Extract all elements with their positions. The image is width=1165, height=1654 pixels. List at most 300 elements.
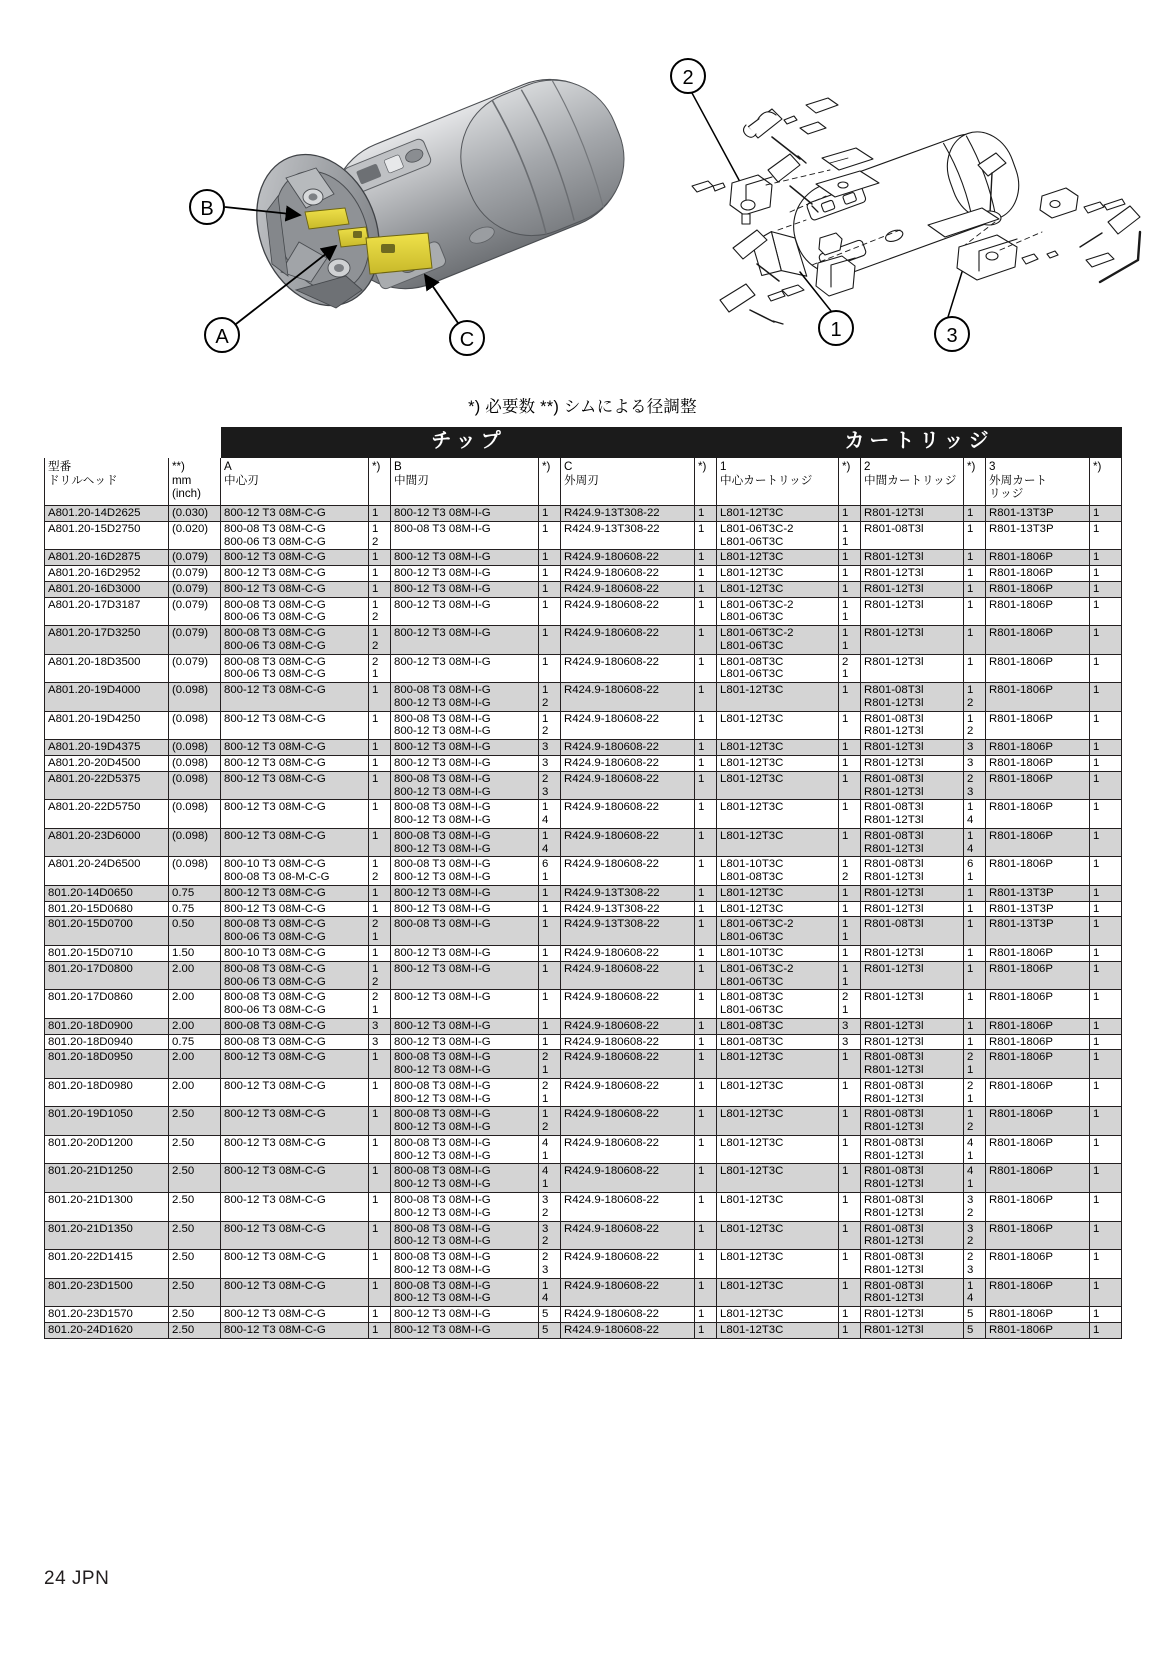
- parts-table-container: [44, 427, 1121, 1339]
- cell-cart3-qty: 1: [1090, 756, 1122, 772]
- table-row: [45, 1221, 1122, 1250]
- col-header-a: A 中心刃: [221, 458, 369, 506]
- cell-b: 800-08 T3 08M-I-G 800-12 T3 08M-I-G: [391, 771, 539, 800]
- cell-model: A801.20-23D6000: [45, 828, 169, 857]
- cell-a-qty: 2 1: [369, 917, 391, 946]
- cell-a: 800-12 T3 08M-C-G: [221, 1307, 369, 1323]
- cell-cart2: R801-12T3l: [861, 626, 964, 655]
- cell-cart2: R801-08T3l: [861, 917, 964, 946]
- cell-model: 801.20-14D0650: [45, 885, 169, 901]
- cell-b: 800-12 T3 08M-I-G: [391, 1018, 539, 1034]
- cell-cart2-qty: 1: [964, 917, 986, 946]
- cell-cart3: R801-1806P: [986, 1307, 1090, 1323]
- cell-cart2-qty: 1: [964, 566, 986, 582]
- cell-cart3-qty: 1: [1090, 654, 1122, 683]
- cell-a: 800-12 T3 08M-C-G: [221, 683, 369, 712]
- cell-b-qty: 6 1: [539, 857, 561, 886]
- cell-cart3-qty: 1: [1090, 1250, 1122, 1279]
- cell-b-qty: 1: [539, 597, 561, 626]
- cell-cart2: R801-12T3l: [861, 1034, 964, 1050]
- cell-model: A801.20-19D4250: [45, 711, 169, 740]
- table-row: [45, 550, 1122, 566]
- cell-model: A801.20-15D2750: [45, 521, 169, 550]
- cell-b-qty: 2 1: [539, 1078, 561, 1107]
- cell-cart3: R801-1806P: [986, 597, 1090, 626]
- cell-shim: 2.50: [169, 1322, 221, 1338]
- cell-cart2: R801-12T3l: [861, 885, 964, 901]
- cell-c-qty: 1: [695, 1107, 717, 1136]
- cell-a: 800-12 T3 08M-C-G: [221, 1107, 369, 1136]
- cell-b-qty: 3 2: [539, 1221, 561, 1250]
- table-footnote: *) 必要数 **) シムによる径調整: [468, 398, 697, 416]
- cell-model: 801.20-23D1570: [45, 1307, 169, 1323]
- cell-cart1-qty: 1: [839, 1135, 861, 1164]
- cell-b-qty: 2 1: [539, 1050, 561, 1079]
- cell-b-qty: 1: [539, 626, 561, 655]
- cell-cart3: R801-13T3P: [986, 917, 1090, 946]
- cell-a: 800-12 T3 08M-C-G: [221, 1050, 369, 1079]
- cell-b: 800-12 T3 08M-I-G: [391, 506, 539, 522]
- cell-cart1-qty: 1: [839, 581, 861, 597]
- cell-cart3-qty: 1: [1090, 961, 1122, 990]
- cell-cart1: L801-08T3C L801-06T3C: [717, 654, 839, 683]
- cell-b-qty: 1: [539, 1018, 561, 1034]
- cell-b-qty: 3: [539, 756, 561, 772]
- cell-c-qty: 1: [695, 756, 717, 772]
- cell-a-qty: 1: [369, 1307, 391, 1323]
- cell-cart2: R801-08T3l R801-12T3l: [861, 1164, 964, 1193]
- col-header-c: C 外周刃: [561, 458, 695, 506]
- cell-c-qty: 1: [695, 800, 717, 829]
- cell-cart3-qty: 1: [1090, 945, 1122, 961]
- cell-c-qty: 1: [695, 740, 717, 756]
- table-row: [45, 1050, 1122, 1079]
- cell-a: 800-12 T3 08M-C-G: [221, 1322, 369, 1338]
- cell-b-qty: 1: [539, 901, 561, 917]
- cell-c: R424.9-180608-22: [561, 683, 695, 712]
- cell-b: 800-12 T3 08M-I-G: [391, 654, 539, 683]
- cell-cart1-qty: 1: [839, 1221, 861, 1250]
- cell-model: 801.20-18D0900: [45, 1018, 169, 1034]
- cell-shim: (0.020): [169, 521, 221, 550]
- cell-cart3: R801-1806P: [986, 990, 1090, 1019]
- cell-shim: 0.50: [169, 917, 221, 946]
- cell-c: R424.9-180608-22: [561, 1278, 695, 1307]
- cell-cart1-qty: 1: [839, 740, 861, 756]
- cell-a-qty: 1: [369, 1078, 391, 1107]
- cell-cart3-qty: 1: [1090, 1164, 1122, 1193]
- table-row: [45, 1018, 1122, 1034]
- cell-b: 800-08 T3 08M-I-G 800-12 T3 08M-I-G: [391, 1164, 539, 1193]
- cell-cart1: L801-12T3C: [717, 1307, 839, 1323]
- cell-shim: 1.50: [169, 945, 221, 961]
- cell-c: R424.9-13T308-22: [561, 917, 695, 946]
- cell-cart1: L801-06T3C-2 L801-06T3C: [717, 961, 839, 990]
- table-row: [45, 828, 1122, 857]
- cell-cart1: L801-12T3C: [717, 885, 839, 901]
- cell-cart3-qty: 1: [1090, 1192, 1122, 1221]
- cell-b: 800-12 T3 08M-I-G: [391, 756, 539, 772]
- callout-C-label: C: [459, 329, 475, 351]
- table-row: [45, 917, 1122, 946]
- cell-cart1: L801-12T3C: [717, 756, 839, 772]
- cell-model: 801.20-22D1415: [45, 1250, 169, 1279]
- table-row: [45, 1135, 1122, 1164]
- cell-cart2: R801-12T3l: [861, 945, 964, 961]
- cell-cart3-qty: 1: [1090, 1135, 1122, 1164]
- cell-shim: 2.50: [169, 1221, 221, 1250]
- cell-cart3-qty: 1: [1090, 711, 1122, 740]
- cell-b: 800-08 T3 08M-I-G 800-12 T3 08M-I-G: [391, 1135, 539, 1164]
- table-row: [45, 711, 1122, 740]
- cell-shim: 2.00: [169, 990, 221, 1019]
- table-row: [45, 654, 1122, 683]
- cell-cart1-qty: 1: [839, 1250, 861, 1279]
- cell-c-qty: 1: [695, 711, 717, 740]
- col-header-cart1-qty: *): [839, 458, 861, 506]
- table-row: [45, 857, 1122, 886]
- illustrations-svg: [0, 0, 1165, 390]
- cell-cart2: R801-08T3l R801-12T3l: [861, 1192, 964, 1221]
- table-row: [45, 1250, 1122, 1279]
- cell-c-qty: 1: [695, 961, 717, 990]
- table-row: [45, 885, 1122, 901]
- cell-model: A801.20-19D4000: [45, 683, 169, 712]
- cell-a: 800-08 T3 08M-C-G: [221, 1018, 369, 1034]
- table-row: [45, 581, 1122, 597]
- cell-c-qty: 1: [695, 521, 717, 550]
- cell-shim: 2.00: [169, 1018, 221, 1034]
- cell-cart3-qty: 1: [1090, 626, 1122, 655]
- table-row: [45, 506, 1122, 522]
- cell-c-qty: 1: [695, 1078, 717, 1107]
- cell-cart3-qty: 1: [1090, 581, 1122, 597]
- cell-cart1: L801-12T3C: [717, 1135, 839, 1164]
- callout-2: [671, 59, 739, 180]
- cell-cart3-qty: 1: [1090, 885, 1122, 901]
- cell-shim: (0.098): [169, 828, 221, 857]
- table-row: [45, 597, 1122, 626]
- insert-c: [366, 233, 432, 274]
- cell-a: 800-08 T3 08M-C-G 800-06 T3 08M-C-G: [221, 597, 369, 626]
- cell-b-qty: 4 1: [539, 1135, 561, 1164]
- cell-b-qty: 1: [539, 885, 561, 901]
- cell-c-qty: 1: [695, 1278, 717, 1307]
- cell-cart3: R801-1806P: [986, 771, 1090, 800]
- cell-c: R424.9-13T308-22: [561, 506, 695, 522]
- cell-cart1: L801-12T3C: [717, 828, 839, 857]
- cell-cart2-qty: 2 3: [964, 771, 986, 800]
- cell-cart1-qty: 1: [839, 1164, 861, 1193]
- cell-b: 800-08 T3 08M-I-G 800-12 T3 08M-I-G: [391, 828, 539, 857]
- cell-c-qty: 1: [695, 917, 717, 946]
- cell-cart1: L801-06T3C-2 L801-06T3C: [717, 626, 839, 655]
- table-row: [45, 990, 1122, 1019]
- callout-1-label: 1: [830, 319, 842, 341]
- cell-c: R424.9-180608-22: [561, 581, 695, 597]
- cell-cart1-qty: 1: [839, 901, 861, 917]
- cell-b-qty: 2 3: [539, 771, 561, 800]
- cell-b: 800-12 T3 08M-I-G: [391, 740, 539, 756]
- cell-b: 800-12 T3 08M-I-G: [391, 901, 539, 917]
- cell-a: 800-08 T3 08M-C-G: [221, 1034, 369, 1050]
- cell-cart2: R801-08T3l R801-12T3l: [861, 1221, 964, 1250]
- cell-shim: 2.00: [169, 1050, 221, 1079]
- cell-c-qty: 1: [695, 1192, 717, 1221]
- cell-c: R424.9-180608-22: [561, 1250, 695, 1279]
- cell-c-qty: 1: [695, 626, 717, 655]
- cell-a: 800-08 T3 08M-C-G 800-06 T3 08M-C-G: [221, 521, 369, 550]
- cell-b-qty: 1: [539, 581, 561, 597]
- cell-shim: 2.50: [169, 1135, 221, 1164]
- cell-cart2-qty: 3: [964, 740, 986, 756]
- cell-model: 801.20-17D0800: [45, 961, 169, 990]
- cell-cart3: R801-1806P: [986, 800, 1090, 829]
- cell-a: 800-10 T3 08M-C-G: [221, 945, 369, 961]
- cell-c: R424.9-180608-22: [561, 990, 695, 1019]
- cell-b-qty: 1: [539, 1034, 561, 1050]
- col-header-c-qty: *): [695, 458, 717, 506]
- cell-c: R424.9-180608-22: [561, 1050, 695, 1079]
- cell-a-qty: 1 2: [369, 857, 391, 886]
- cell-a-qty: 1: [369, 1250, 391, 1279]
- cell-a: 800-12 T3 08M-C-G: [221, 828, 369, 857]
- cell-cart2-qty: 1 2: [964, 711, 986, 740]
- cell-c: R424.9-180608-22: [561, 857, 695, 886]
- col-header-cart2-qty: *): [964, 458, 986, 506]
- cell-model: A801.20-17D3250: [45, 626, 169, 655]
- cell-cart1: L801-12T3C: [717, 1192, 839, 1221]
- cell-model: 801.20-19D1050: [45, 1107, 169, 1136]
- cell-a: 800-08 T3 08M-C-G 800-06 T3 08M-C-G: [221, 961, 369, 990]
- cell-cart2: R801-08T3l R801-12T3l: [861, 1278, 964, 1307]
- cell-c: R424.9-180608-22: [561, 1078, 695, 1107]
- cell-cart3: R801-1806P: [986, 1192, 1090, 1221]
- cell-c-qty: 1: [695, 1018, 717, 1034]
- callout-2-label: 2: [682, 67, 694, 89]
- cell-a: 800-12 T3 08M-C-G: [221, 550, 369, 566]
- cell-cart3: R801-13T3P: [986, 506, 1090, 522]
- cell-c-qty: 1: [695, 857, 717, 886]
- cell-cart2: R801-12T3l: [861, 566, 964, 582]
- cell-cart1-qty: 1: [839, 945, 861, 961]
- cell-cart1-qty: 1: [839, 771, 861, 800]
- cell-a-qty: 3: [369, 1034, 391, 1050]
- cell-b: 800-12 T3 08M-I-G: [391, 961, 539, 990]
- cell-cart1: L801-12T3C: [717, 1221, 839, 1250]
- cell-cart3-qty: 1: [1090, 1078, 1122, 1107]
- cell-a: 800-12 T3 08M-C-G: [221, 711, 369, 740]
- table-row: [45, 626, 1122, 655]
- cell-shim: (0.098): [169, 683, 221, 712]
- cell-cart2-qty: 1 4: [964, 828, 986, 857]
- cell-model: 801.20-15D0700: [45, 917, 169, 946]
- cell-a-qty: 1: [369, 1221, 391, 1250]
- cell-cart3: R801-1806P: [986, 1322, 1090, 1338]
- cell-b-qty: 1 2: [539, 711, 561, 740]
- cell-b-qty: 5: [539, 1322, 561, 1338]
- cell-cart2: R801-12T3l: [861, 506, 964, 522]
- cell-cart2: R801-08T3l R801-12T3l: [861, 828, 964, 857]
- cell-cart2: R801-08T3l R801-12T3l: [861, 771, 964, 800]
- cell-cart1: L801-12T3C: [717, 683, 839, 712]
- cell-cart1: L801-12T3C: [717, 506, 839, 522]
- cell-shim: 2.50: [169, 1164, 221, 1193]
- cell-cart2-qty: 1: [964, 654, 986, 683]
- cell-a-qty: 1: [369, 683, 391, 712]
- cell-b-qty: 1: [539, 917, 561, 946]
- cell-cart1: L801-12T3C: [717, 740, 839, 756]
- cell-model: A801.20-20D4500: [45, 756, 169, 772]
- cell-cart2-qty: 1: [964, 521, 986, 550]
- cell-a-qty: 1: [369, 1135, 391, 1164]
- cell-b: 800-12 T3 08M-I-G: [391, 885, 539, 901]
- cell-cart2-qty: 6 1: [964, 857, 986, 886]
- cell-c: R424.9-180608-22: [561, 550, 695, 566]
- cell-b: 800-08 T3 08M-I-G 800-12 T3 08M-I-G: [391, 857, 539, 886]
- cell-cart3-qty: 1: [1090, 857, 1122, 886]
- cell-model: A801.20-22D5750: [45, 800, 169, 829]
- cell-cart1: L801-12T3C: [717, 1250, 839, 1279]
- cell-a: 800-12 T3 08M-C-G: [221, 885, 369, 901]
- cell-a: 800-12 T3 08M-C-G: [221, 740, 369, 756]
- cell-cart1-qty: 1 1: [839, 961, 861, 990]
- cell-cart1-qty: 1: [839, 1278, 861, 1307]
- cell-cart1-qty: 1: [839, 1192, 861, 1221]
- cell-cart3: R801-1806P: [986, 828, 1090, 857]
- cell-b-qty: 1 4: [539, 1278, 561, 1307]
- cell-cart3: R801-13T3P: [986, 521, 1090, 550]
- parts-table-body: [45, 506, 1122, 1339]
- cell-a-qty: 1: [369, 711, 391, 740]
- cell-cart3: R801-1806P: [986, 1050, 1090, 1079]
- cell-shim: (0.079): [169, 550, 221, 566]
- cell-a: 800-12 T3 08M-C-G: [221, 756, 369, 772]
- page-number: 24 JPN: [44, 1568, 110, 1589]
- cell-b-qty: 5: [539, 1307, 561, 1323]
- cell-c-qty: 1: [695, 1322, 717, 1338]
- cell-a-qty: 2 1: [369, 654, 391, 683]
- cell-cart3: R801-1806P: [986, 1164, 1090, 1193]
- cell-c: R424.9-180608-22: [561, 654, 695, 683]
- cell-b: 800-08 T3 08M-I-G 800-12 T3 08M-I-G: [391, 1278, 539, 1307]
- cell-b: 800-12 T3 08M-I-G: [391, 550, 539, 566]
- cell-b-qty: 1: [539, 521, 561, 550]
- cell-shim: 0.75: [169, 885, 221, 901]
- cell-cart1: L801-12T3C: [717, 566, 839, 582]
- cell-cart1-qty: 2 1: [839, 990, 861, 1019]
- cell-cart1-qty: 1: [839, 550, 861, 566]
- cell-cart2: R801-12T3l: [861, 990, 964, 1019]
- cell-cart1-qty: 1: [839, 1107, 861, 1136]
- cell-cart3-qty: 1: [1090, 566, 1122, 582]
- cell-b: 800-08 T3 08M-I-G 800-12 T3 08M-I-G: [391, 1050, 539, 1079]
- cell-c: R424.9-180608-22: [561, 800, 695, 829]
- cell-cart2-qty: 4 1: [964, 1135, 986, 1164]
- cell-b-qty: 1: [539, 990, 561, 1019]
- cell-a-qty: 1 2: [369, 961, 391, 990]
- cell-b-qty: 1: [539, 506, 561, 522]
- col-header-model: 型番 ドリルヘッド: [45, 458, 169, 506]
- cell-shim: 2.50: [169, 1192, 221, 1221]
- cell-cart1-qty: 3: [839, 1034, 861, 1050]
- cell-a: 800-12 T3 08M-C-G: [221, 1221, 369, 1250]
- cell-cart2-qty: 1: [964, 1018, 986, 1034]
- group-header-chip: チップ: [221, 428, 717, 458]
- cell-cart2: R801-12T3l: [861, 1018, 964, 1034]
- cell-shim: 2.50: [169, 1278, 221, 1307]
- cell-cart2-qty: 1: [964, 961, 986, 990]
- cell-cart2-qty: 1: [964, 990, 986, 1019]
- cell-a-qty: 1: [369, 740, 391, 756]
- cell-c-qty: 1: [695, 771, 717, 800]
- cell-c: R424.9-180608-22: [561, 756, 695, 772]
- col-header-shim: **) mm (inch): [169, 458, 221, 506]
- cell-a-qty: 1: [369, 756, 391, 772]
- exploded-assembly-figure: [671, 59, 1140, 351]
- cell-cart1: L801-10T3C: [717, 945, 839, 961]
- cell-c: R424.9-13T308-22: [561, 901, 695, 917]
- cell-shim: 2.00: [169, 961, 221, 990]
- cell-b-qty: 1: [539, 654, 561, 683]
- cell-cart3: R801-1806P: [986, 1107, 1090, 1136]
- cell-cart2-qty: 1: [964, 945, 986, 961]
- cell-cart1: L801-06T3C-2 L801-06T3C: [717, 917, 839, 946]
- cell-b: 800-08 T3 08M-I-G 800-12 T3 08M-I-G: [391, 1078, 539, 1107]
- cell-cart1-qty: 1: [839, 711, 861, 740]
- cell-c-qty: 1: [695, 990, 717, 1019]
- parts-table: [44, 427, 1122, 1339]
- cell-cart1: L801-12T3C: [717, 1322, 839, 1338]
- cell-c: R424.9-180608-22: [561, 1034, 695, 1050]
- col-header-cart2: 2 中間カートリッジ: [861, 458, 964, 506]
- cell-shim: (0.098): [169, 711, 221, 740]
- cell-cart2-qty: 2 3: [964, 1250, 986, 1279]
- cell-b: 800-12 T3 08M-I-G: [391, 990, 539, 1019]
- cell-a: 800-08 T3 08M-C-G 800-06 T3 08M-C-G: [221, 917, 369, 946]
- cell-cart2: R801-08T3l R801-12T3l: [861, 1135, 964, 1164]
- cell-cart3: R801-1806P: [986, 1278, 1090, 1307]
- cell-model: A801.20-16D3000: [45, 581, 169, 597]
- cell-cart3-qty: 1: [1090, 1307, 1122, 1323]
- cell-c: R424.9-180608-22: [561, 626, 695, 655]
- cell-cart3: R801-1806P: [986, 740, 1090, 756]
- cell-shim: 0.75: [169, 901, 221, 917]
- cell-a-qty: 1: [369, 506, 391, 522]
- cell-a-qty: 1: [369, 1322, 391, 1338]
- cell-cart1: L801-12T3C: [717, 800, 839, 829]
- cell-a-qty: 3: [369, 1018, 391, 1034]
- cell-cart3: R801-13T3P: [986, 885, 1090, 901]
- cell-cart1-qty: 1: [839, 1078, 861, 1107]
- cell-a-qty: 1: [369, 1107, 391, 1136]
- cell-a: 800-12 T3 08M-C-G: [221, 581, 369, 597]
- table-row: [45, 901, 1122, 917]
- cell-c: R424.9-180608-22: [561, 1164, 695, 1193]
- cell-a-qty: 1: [369, 1050, 391, 1079]
- cell-c: R424.9-180608-22: [561, 828, 695, 857]
- cell-cart1: L801-06T3C-2 L801-06T3C: [717, 521, 839, 550]
- cell-cart3: R801-1806P: [986, 581, 1090, 597]
- cell-model: A801.20-22D5375: [45, 771, 169, 800]
- table-row: [45, 756, 1122, 772]
- cell-a-qty: 1 2: [369, 597, 391, 626]
- table-row: [45, 1034, 1122, 1050]
- table-row: [45, 1278, 1122, 1307]
- cell-c: R424.9-180608-22: [561, 771, 695, 800]
- cell-cart1: L801-06T3C-2 L801-06T3C: [717, 597, 839, 626]
- drill-head-figure: [190, 58, 645, 355]
